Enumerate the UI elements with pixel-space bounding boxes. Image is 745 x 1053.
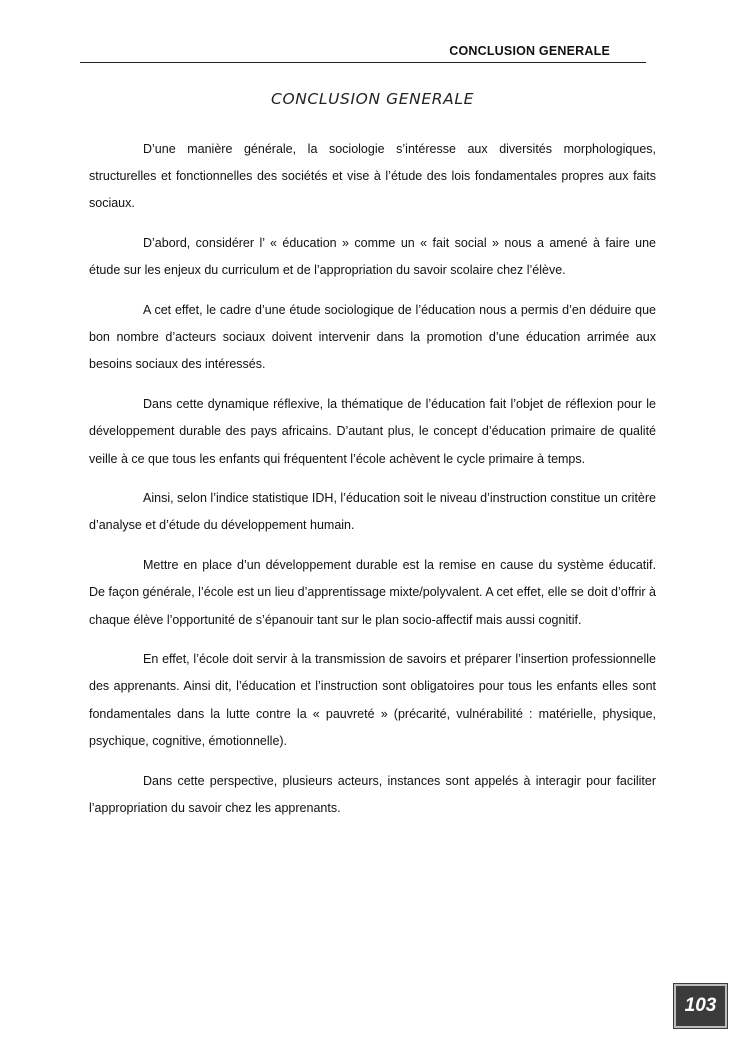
paragraph: Ainsi, selon l’indice statistique IDH, l’éducation soit le niveau d’instruction constitue un critère d’analyse et d’étude du développement humain.: [89, 491, 656, 533]
paragraph: Mettre en place d’un développement durable est la remise en cause du système éducatif. De façon générale, l’école est un lieu d’apprentissage mixte/polyvalent. A cet effet, elle se doit d’offrir à chaque élève l’opportunité de s’épanouir tant sur le plan socio-affectif mais aussi cognitif.: [89, 558, 656, 627]
paragraph: D’une manière générale, la sociologie s’intéresse aux diversités morphologiques, structurelles et fonctionnelles des sociétés et vise à l’étude des lois fondamentales propres aux faits sociaux.: [89, 142, 656, 211]
running-header: CONCLUSION GENERALE: [449, 44, 610, 58]
page-number-badge: 103: [674, 984, 727, 1028]
body-text: [89, 136, 656, 834]
paragraph: Dans cette dynamique réflexive, la thématique de l’éducation fait l’objet de réflexion pour le développement durable des pays africains. D’autant plus, le concept d’éducation primaire de qualité veille à ce que tous les enfants qui fréquentent l’école achèvent le cycle primaire à temps.: [89, 397, 656, 466]
paragraph: A cet effet, le cadre d’une étude sociologique de l’éducation nous a permis d’en déduire que bon nombre d’acteurs sociaux doivent intervenir dans la promotion d’une éducation arrimée aux besoins sociaux des intéressés.: [89, 303, 656, 372]
paragraph: D’abord, considérer l’ « éducation » comme un « fait social » nous a amené à faire une étude sur les enjeux du curriculum et de l’appropriation du savoir scolaire chez l’élève.: [89, 236, 656, 278]
paragraph: En effet, l’école doit servir à la transmission de savoirs et préparer l’insertion professionnelle des apprenants. Ainsi dit, l’éducation et l’instruction sont obligatoires pour tous les enfants elles sont fondamentales dans la lutte contre la « pauvreté » (précarité, vulnérabilité : matérielle, physique, psychique, cognitive, émotionnelle).: [89, 652, 656, 748]
header-rule: [80, 62, 646, 63]
page-title: CONCLUSION GENERALE: [271, 90, 474, 108]
paragraph: Dans cette perspective, plusieurs acteurs, instances sont appelés à interagir pour faciliter l’appropriation du savoir chez les apprenants.: [89, 773, 656, 815]
